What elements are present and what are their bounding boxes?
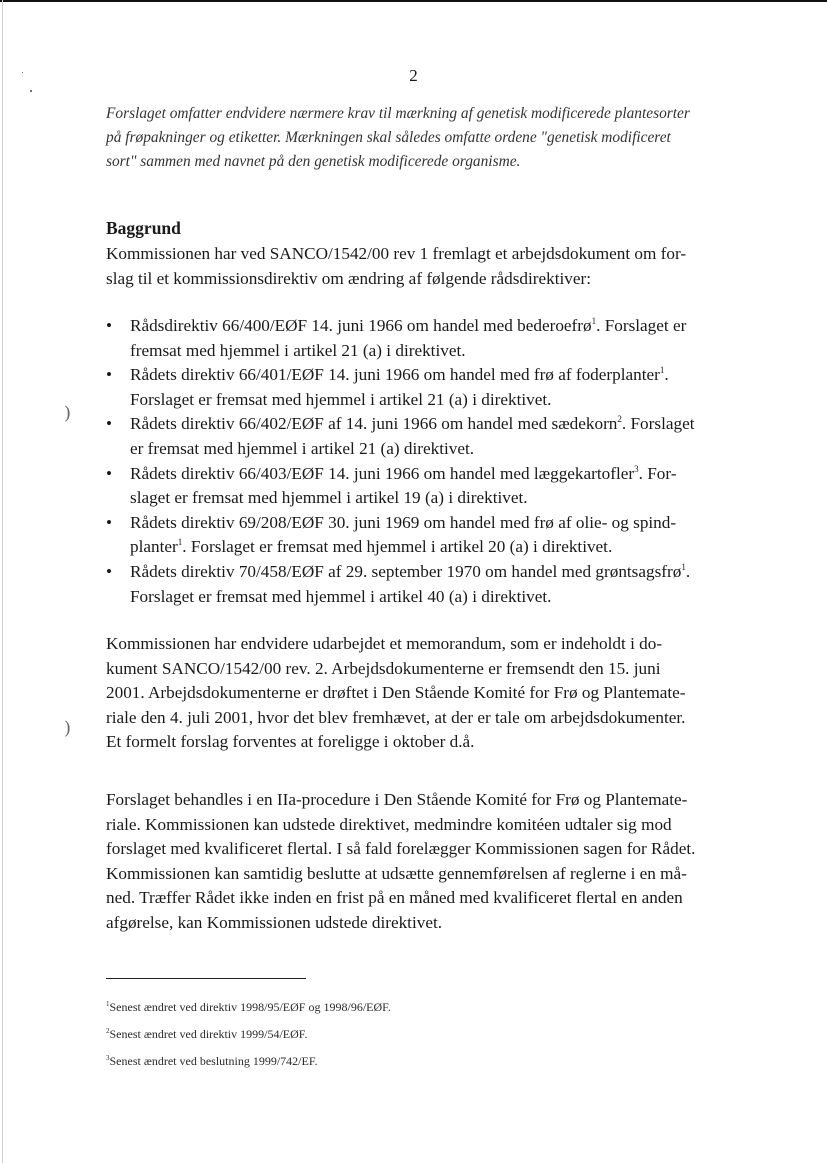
list-item-text: . Forslaget er fremsat med hjemmel i artikel 20 (a) i direktivet. bbox=[182, 537, 613, 557]
scan-mark: ) bbox=[64, 718, 72, 739]
footnote-mark: 1 bbox=[106, 1000, 110, 1008]
footnote-ref: 3 bbox=[634, 463, 639, 474]
text-line: Kommissionen har endvidere udarbejdet et memorandum, som er indeholdt i do- bbox=[106, 634, 663, 653]
intro-paragraph bbox=[106, 102, 746, 174]
footnote-ref: 1 bbox=[177, 537, 183, 548]
list-item-text: Rådets direktiv 66/402/EØF af 14. juni 1966 om handel med sædekorn bbox=[130, 414, 618, 434]
text-line: kument SANCO/1542/00 rev. 2. Arbejdsdokumenterne er fremsendt den 15. juni bbox=[106, 658, 661, 678]
list-item bbox=[106, 462, 756, 511]
list-item-text: . bbox=[685, 561, 691, 581]
list-item-text: Rådets direktiv 70/458/EØF af 29. september 1970 om handel med grøntsagsfrø bbox=[130, 561, 682, 581]
page-number: 2 bbox=[409, 66, 418, 85]
list-item-text: slaget er fremsat med hjemmel i artikel 19 (a) i direktivet. bbox=[130, 488, 528, 508]
scan-speck bbox=[30, 90, 32, 92]
text-line: Kommissionen kan samtidig beslutte at udsætte gennemførelsen af reglerne i en må- bbox=[106, 863, 687, 883]
text-line: 2001. Arbejdsdokumenterne er drøftet i Den Stående Komité for Frø og Plantemate- bbox=[106, 683, 686, 703]
paragraph-background bbox=[106, 242, 746, 291]
list-item-text: . Forslaget bbox=[621, 414, 695, 434]
list-item bbox=[106, 314, 756, 363]
text-line: sort" sammen med navnet på den genetisk modificerede organisme. bbox=[106, 153, 521, 170]
footnote bbox=[106, 1027, 391, 1054]
list-item-text: planter bbox=[130, 537, 178, 557]
footnote-mark: 2 bbox=[106, 1027, 110, 1035]
directive-list bbox=[106, 314, 756, 609]
footnote-ref: 1 bbox=[591, 316, 597, 326]
text-line: slag til et kommissionsdirektiv om ændring af følgende rådsdirektiver: bbox=[106, 268, 591, 288]
footnote-text: Senest ændret ved beslutning 1999/742/EF. bbox=[109, 1054, 318, 1068]
text-line: på frøpakninger og etiketter. Mærkningen skal således omfatte ordene "genetisk modificeret bbox=[106, 129, 671, 146]
list-item-text: fremsat med hjemmel i artikel 21 (a) i direktivet. bbox=[130, 340, 466, 360]
list-item bbox=[106, 511, 756, 560]
scan-mark: ) bbox=[64, 403, 72, 424]
list-item-text: . Forslaget er bbox=[596, 316, 687, 335]
list-item-text: Rådets direktiv 66/403/EØF 14. juni 1966 om handel med læggekartofler bbox=[130, 463, 635, 483]
text-line: riale den 4. juli 2001, hvor det blev fremhævet, at der er tale om arbejdsdokumenter. bbox=[106, 707, 686, 727]
footnote-ref: 2 bbox=[617, 414, 622, 425]
list-item bbox=[106, 412, 756, 461]
list-item bbox=[106, 363, 756, 412]
list-item-text: . bbox=[664, 365, 669, 385]
footnote-ref: 1 bbox=[681, 561, 686, 572]
list-item bbox=[106, 560, 756, 609]
section-heading: Baggrund bbox=[106, 218, 181, 238]
paragraph-memorandum bbox=[106, 632, 746, 755]
footnote bbox=[106, 1000, 391, 1027]
list-item-text: • Rådets direktiv 69/208/EØF 30. juni 1969 om handel med frø af olie- og spind- bbox=[130, 512, 677, 532]
footnote-mark: 3 bbox=[106, 1054, 110, 1062]
footnote-ref: 1 bbox=[659, 365, 665, 376]
list-item-text: er fremsat med hjemmel i artikel 21 (a) direktivet. bbox=[130, 438, 475, 458]
footnote-text: Senest ændret ved direktiv 1999/54/EØF. bbox=[109, 1027, 308, 1041]
text-line: Kommissionen har ved SANCO/1542/00 rev 1 fremlagt et arbejdsdokument om for- bbox=[106, 244, 687, 263]
footnote bbox=[106, 1054, 391, 1081]
text-line: Forslaget behandles i en IIa-procedure i Den Stående Komité for Frø og Plantemate- bbox=[106, 790, 688, 809]
text-line: ned. Træffer Rådet ikke inden en frist på en måned med kvalificeret flertal en anden bbox=[106, 888, 683, 908]
list-item-text: Forslaget er fremsat med hjemmel i artikel 21 (a) i direktivet. bbox=[130, 389, 552, 409]
left-edge-shadow bbox=[2, 0, 3, 1163]
text-line: forslaget med kvalificeret flertal. I så fald forelægger Kommissionen sagen for Rådet. bbox=[106, 839, 696, 859]
list-item-text: Rådsdirektiv 66/400/EØF 14. juni 1966 om handel med bederoefrø bbox=[130, 316, 592, 335]
list-item-text: Forslaget er fremsat med hjemmel i artikel 40 (a) i direktivet. bbox=[130, 586, 552, 606]
list-item-text: . For- bbox=[638, 463, 677, 483]
footnotes bbox=[106, 1000, 391, 1081]
text-line: riale. Kommissionen kan udstede direktivet, medmindre komitéen udtaler sig mod bbox=[106, 814, 672, 834]
text-line: Forslaget omfatter endvidere nærmere krav til mærkning af genetisk modificerede plantesorter bbox=[106, 105, 690, 122]
paragraph-procedure bbox=[106, 788, 746, 936]
footnote-separator bbox=[106, 978, 306, 979]
text-line: Et formelt forslag forventes at foreligge i oktober d.å. bbox=[106, 732, 475, 752]
top-border bbox=[0, 0, 827, 2]
footnote-text: Senest ændret ved direktiv 1998/95/EØF og 1998/96/EØF. bbox=[109, 1000, 391, 1014]
text-line: afgørelse, kan Kommissionen udstede direktivet. bbox=[106, 912, 443, 932]
list-item-text: Rådets direktiv 66/401/EØF 14. juni 1966 om handel med frø af foderplanter bbox=[130, 365, 660, 385]
